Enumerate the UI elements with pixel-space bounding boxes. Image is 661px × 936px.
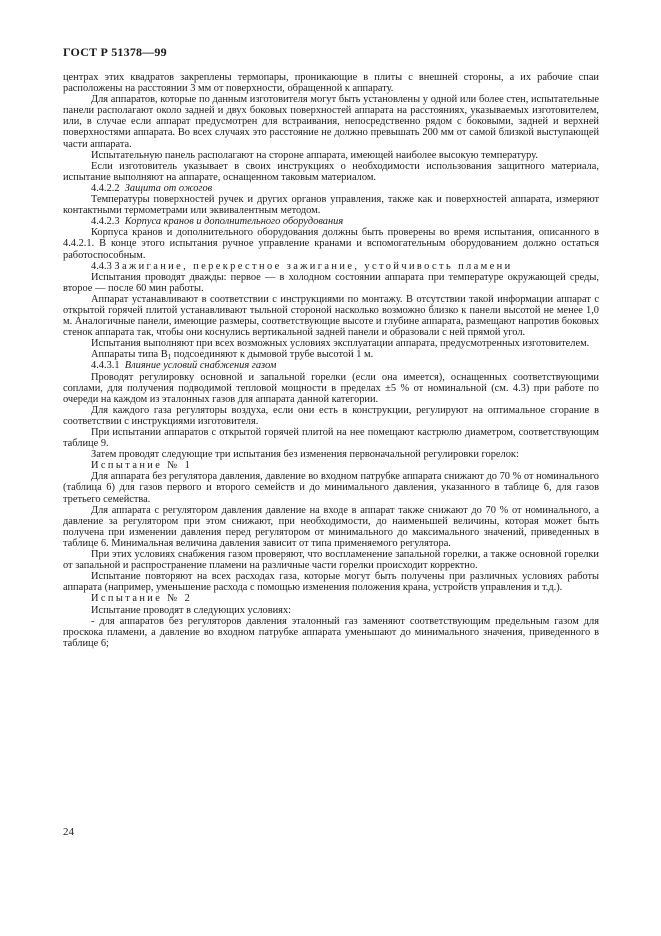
paragraph: Аппарат устанавливают в соответствии с инструкциями по монтажу. В отсутствии такой информации аппарат с открытой горячей плитой устанавливают тыльной стороной насколько возможно близко к панели высотой не менее 1,0 м. Аналогичные панели, имеющие размеры, соответствующие высоте и глубине аппарата, размещают напротив боковых стенок аппарата так, чтобы они коснулись вертикальной задней панели и образовали с ней прямой угол.	[63, 293, 599, 339]
section-title: Корпуса кранов и дополнительного оборудования	[124, 216, 344, 228]
text-run: подсоединяют к дымовой трубе высотой 1 м.	[171, 349, 374, 361]
document-body	[63, 72, 599, 649]
paragraph: Корпуса кранов и дополнительного оборудования должны быть проверены во время испытания, описанного в 4.4.2.1. В конце этого испытания ручное управление кранами и вспомогательным оборудованием должно остаться работоспособным.	[63, 227, 599, 261]
paragraph: - для аппаратов без регуляторов давления эталонный газ заменяют соответствующим предельным газом для проскока пламени, а давление во входном патрубке аппарата уменьшают до минимального значения, приведенного в таблице 6;	[63, 615, 599, 649]
section-title: Зажигание, перекрестное зажигание, устойчивость пламени	[114, 260, 513, 272]
paragraph: Для аппарата с регулятором давления давление на входе в аппарат также снижают до 70 % от номинального, а давление за регулятором при этом снижают, при необходимости, до наименьшей величины, которая может быть получена при изменении давления перед регулятором от минимального до максимального значений, приведенных в таблице 6. Минимальная величина давления зависит от типа применяемого регулятора.	[63, 504, 599, 549]
section-number: 4.4.3.1	[91, 360, 120, 372]
paragraph: Для аппаратов, которые по данным изготовителя могут быть установлены у одной или более стен, испытательные панели располагают около задней и двух боковых поверхностей аппарата на расстояниях, указываемых изготовителем, или, в случае если аппарат предусмотрен для встраивания, непосредственно рядом с боковыми, задней и верхней поверхностями аппарата. Во всех случаях это расстояние не должно превышать 200 мм от самой близкой выступающей части аппарата.	[63, 94, 599, 150]
paragraph: Если изготовитель указывает в своих инструкциях о необходимости использования защитного материала, испытание выполняют на аппарате, оснащенном таковым материалом.	[63, 160, 599, 183]
section-heading-4-4-3	[63, 261, 599, 272]
paragraph: При испытании аппаратов с открытой горячей плитой на нее помещают кастрюлю диаметром, соответствующим таблице 9.	[63, 427, 599, 450]
text-run: Аппараты типа В	[91, 349, 168, 361]
paragraph	[63, 349, 599, 360]
section-heading-4-4-3-1	[63, 360, 599, 371]
paragraph: Для каждого газа регуляторы воздуха, если они есть в конструкции, регулируют на оптимальное сгорание в соответствии с инструкциями изготовителя.	[63, 404, 599, 427]
paragraph: Для аппарата без регулятора давления, давление во входном патрубке аппарата снижают до 70 % от номинального (таблица 6) для газов первого и второго семейств и до минимального давления, указанного в таблице 6, для газов третьего семейства.	[63, 471, 599, 505]
section-heading-4-4-2-3	[63, 216, 599, 227]
paragraph: Испытательную панель располагают на стороне аппарата, имеющей наиболее высокую температуру.	[91, 149, 538, 161]
section-number: 4.4.2.3	[91, 216, 120, 228]
paragraph: Испытания проводят дважды: первое — в холодном состоянии аппарата при температуре окружающей среды, второе — после 60 мин работы.	[63, 271, 599, 294]
paragraph: Испытание повторяют на всех расходах газа, которые могут быть получены при различных условиях работы аппарата (например, уменьшение расхода с помощью изменения положения крана, устройств управления и т.д.).	[63, 571, 599, 594]
paragraph: Температуры поверхностей ручек и других органов управления, также как и поверхностей аппарата, измеряют контактными термометрами или эквивалентным методом.	[63, 194, 599, 217]
paragraph: Затем проводят следующие три испытания без изменения первоначальной регулировки горелок:	[91, 449, 519, 461]
section-number: 4.4.2.2	[91, 182, 120, 194]
paragraph: Проводят регулировку основной и запальной горелки (если она имеется), оснащенных соответствующими соплами, для получения подводимой тепловой мощности в пределах ±5 % от номинальной (см. 4.3) при работе по очереди на каждом из эталонных газов для аппарата данной категории.	[63, 371, 599, 405]
document-header: ГОСТ Р 51378—99	[63, 45, 167, 59]
paragraph: Испытание проводят в следующих условиях:	[91, 604, 292, 616]
paragraph: При этих условиях снабжения газом проверяют, что воспламенение запальной горелки, а также основной горелки от запальной и распространение пламени на различные части горелки происходит корректно.	[63, 549, 599, 572]
test-heading-2: Испытание № 2	[91, 593, 193, 605]
section-title: Влияние условий снабжения газом	[124, 360, 277, 372]
section-number: 4.4.3	[91, 260, 112, 272]
test-heading-1: Испытание № 1	[91, 460, 193, 472]
section-title: Защита от ожогов	[124, 182, 213, 194]
paragraph: центрах этих квадратов закреплены термопары, проникающие в плиты с внешней стороны, а их рабочие спаи расположены на расстоянии 3 мм от поверхности, обращенной к аппарату.	[63, 72, 599, 95]
subscript: 1	[167, 353, 172, 362]
section-heading-4-4-2-2	[63, 183, 599, 194]
paragraph: Испытания выполняют при всех возможных условиях эксплуатации аппарата, предусмотренных изготовителем.	[91, 338, 590, 350]
page-number: 24	[63, 826, 74, 838]
